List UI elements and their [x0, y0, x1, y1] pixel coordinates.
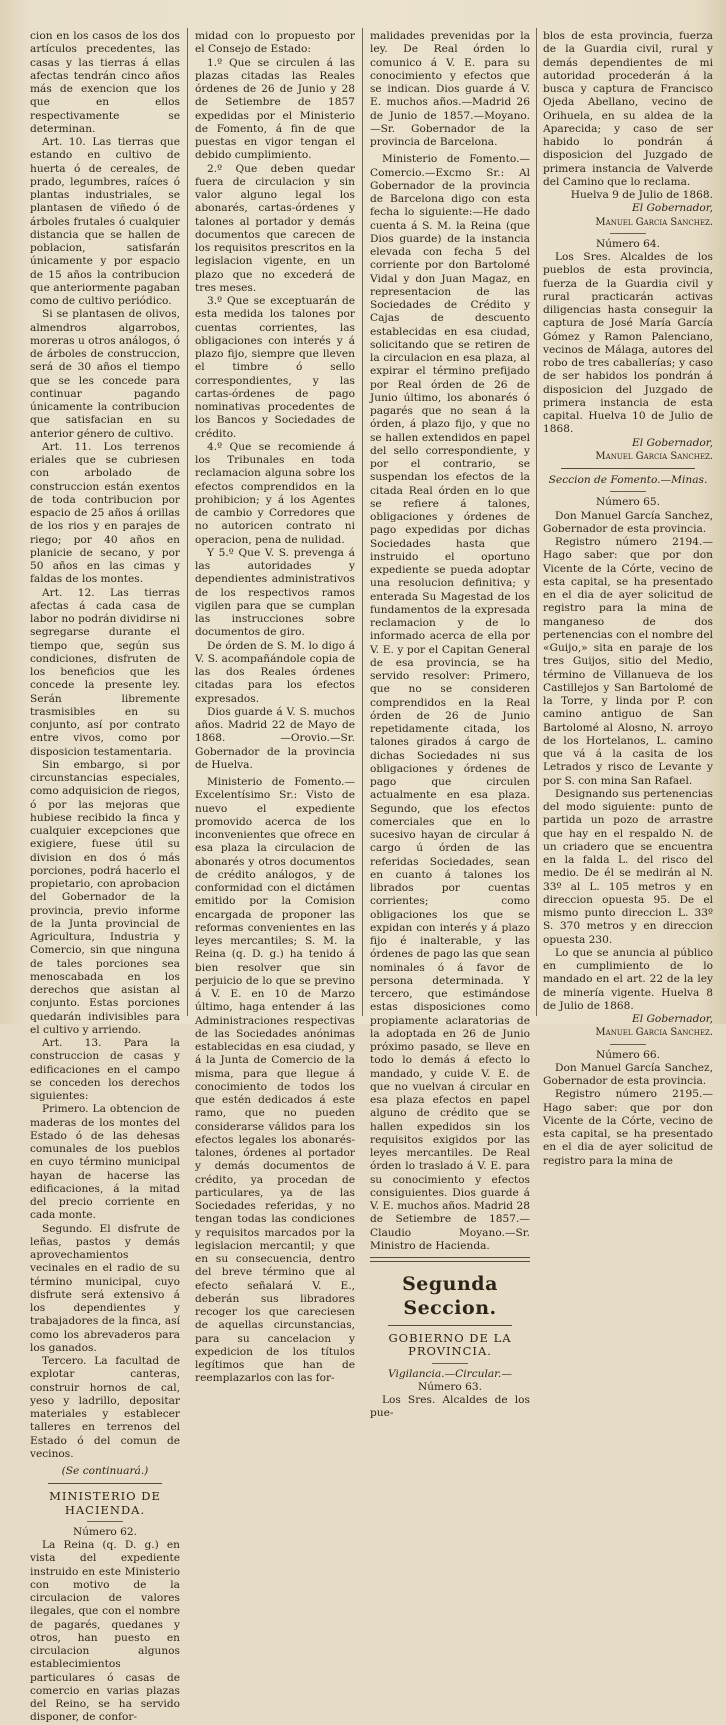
paragraph: Tercero. La facultad de explotar canteras, construir hornos de cal, yeso y ladrillo, depositar materiales y establecer talleres en terrenos del Estado ó del comun de vecinos.: [30, 1355, 180, 1460]
paragraph: 4.º Que se recomiende á los Tribunales en toda reclamacion alguna sobre los efectos comprendidos en la prohibicion; y á los Agentes de cambio y Corredores que no autoricen contrato ni operacion, pena de nulidad.: [195, 440, 355, 546]
notice-number: Número 66.: [595, 1048, 661, 1061]
paragraph: Segundo. El disfrute de leñas, pastos y demás aprovechamientos vecinales en el radio de su término municipal, cuyo disfrute será extensivo á los dependientes y trabajadores de la finca, así como los abrevaderos para los ganados.: [30, 1222, 180, 1354]
paragraph: Art. 10. Las tierras que estando en cultivo de huerta ó de cereales, de prado, legumbres, raíces ó plantas industriales, se plantasen de viñedo ó de árboles frutales ó cualquier distancia que se hallen de poblacion, satisfarán únicamente y por espacio de 15 años la contribucion que anteriormente pagaban como de cultivo periódico.: [30, 136, 180, 307]
divider: [561, 468, 695, 469]
paragraph: Ministerio de Fomento.—Comercio.—Excmo Sr.: Al Gobernador de la provincia de Barcelona digo con esta fecha lo siguiente:—He dado cuenta á S. M. la Reina (que Dios guarde) de la instancia elevada con fecha 5 del corriente por don Bartolomé Vidal y don Juan Magaz, en representacion de las Sociedades de Crédito y Cajas de descuento establecidas en esa ciudad, solicitando que se retiren de la circulacion en esa plaza, al expirar el término prefijado por Real órden de 26 de Junio último, los abonarés ó pagarés que no sean á la órden, á plazo fijo, y que no se hallen extendidos en papel del sello correspondiente, y por el contrario, se suspendan los efectos de la citada Real órden en lo que se refiere á talones, obligaciones y órdenes de pago expedidas por dichas Sociedades hasta que instruido el oportuno expediente se pueda adoptar una resolucion definitiva; y enterada Su Magestad de los fundamentos de la expresada reclamacion y de lo informado acerca de ella por V. E. y por el Capitan General de esa provincia, se ha servido resolver: Primero, que no se consideren comprendidos en la Real órden de 26 de Junio repetidamente citada, los talones girados á cargo de dichas Sociedades ni sus obligaciones y órdenes de pago que circulen actualmente en esa plaza. Segundo, que los efectos comerciales que en lo sucesivo hayan de circular á cargo ú órden de las referidas Sociedades, sean en cuanto á talones los librados por cuentas corrientes; como obligaciones los que se expidan con interés y á plazo fijo é inalterable, y las órdenes de pago las que sean nominales ó á favor de persona determinada. Y tercero, que estimándose estas disposiciones como propiamente aclaratorias de la adoptada en 26 de Junio próximo pasado, se lleve en todo lo demás á efecto lo mandado, y cuide V. E. de que no vuelvan á circular en esa plaza efectos en papel alguno de crédito que se hallen expedidos sin los requisitos exigidos por las leyes mercantiles. De Real órden lo traslado á V. E. para su conocimiento y efectos consiguientes. Dios guarde á V. E. muchos años. Madrid 28 de Setiembre de 1857.—Claudio Moyano.—Sr. Ministro de Hacienda.: [370, 153, 530, 1252]
paragraph: cion en los casos de los dos artículos precedentes, las casas y las tierras á ellas afectas tendrán cinco años más de exencion que los que en ellos respectivamente se determinan.: [30, 30, 180, 135]
ministry-heading: MINISTERIO DE HACIENDA.: [49, 1489, 161, 1517]
paragraph: Designando sus pertenencias del modo siguiente: punto de partida un pozo de arrastre que hay en el respaldo N. de un criadero que se encuentra en la falda L. del risco del medio. De él se medirán al N. 33º al L. 105 metros y en direccion opuesta 95. De el mismo punto direccion L. 33º S. 370 metros y en direccion opuesta 230.: [543, 787, 713, 946]
paragraph: malidades prevenidas por la ley. De Real órden lo comunico á V. E. para su conocimiento y efectos que se indican. Dios guarde á V. E. muchos años.—Madrid 26 de Junio de 1857.—Moyano.—Sr. Gobernador de la provincia de Barcelona.: [370, 30, 530, 148]
signature-title: El Gobernador,: [631, 202, 713, 215]
signature-name: Manuel Garcia Sanchez.: [595, 1027, 713, 1039]
paragraph: 1.º Que se circulen á las plazas citadas las Reales órdenes de 26 de Junio y 28 de Setiembre de 1857 expedidas por el Ministerio de Fomento, á fin de que puestas en vigor tengan el debido cumplimiento.: [195, 56, 355, 162]
notice-number: Número 64.: [595, 237, 661, 250]
paragraph: blos de esta provincia, fuerza de la Guardia civil, rural y demás dependientes de mi autoridad procederán á la busca y captura de Francisco Ojeda Abellano, vecino de Orihuela, en su aldea de la Aparecida; y caso de ser habido lo pondrán á disposicion del Juzgado de primera instancia de Valverde del Camino que lo reclama.: [543, 30, 713, 188]
paragraph: 2.º Que deben quedar fuera de circulacion y sin valor alguno legal los abonarés, cartas-órdenes y talones al portador y demás documentos que carecen de los requisitos prescritos en la legislacion vigente, en un plazo que no excederá de tres meses.: [195, 162, 355, 294]
paragraph: Registro número 2194.—Hago saber: que por don Vicente de la Córte, vecino de esta capital, se ha presentado en el dia de ayer solicitud de registro para la mina de manganeso de dos pertenencias con el nombre del «Guijo,» sita en paraje de los tres Guijos, sitio del Medio, término de Villanueva de los Castillejos y San Bartolomé de la Torre, y linda por P. con camino antiguo de San Bartolomé al Alosno, N. arroyo de los Hortelanos, L. camino que vá á la casita de los Letrados y risco de Levante y por S. con mina San Rafael.: [543, 536, 713, 787]
divider: [432, 1363, 468, 1364]
paragraph: midad con lo propuesto por el Consejo de Estado:: [195, 30, 355, 56]
column-1: [30, 30, 181, 1724]
paragraph: Dios guarde á V. S. muchos años. Madrid 22 de Mayo de 1868. —Orovio.—Sr. Gobernador de la provincia de Huelva.: [195, 705, 355, 771]
continuation-note: (Se continuará.): [61, 1465, 149, 1477]
paragraph: Y 5.º Que V. S. prevenga á las autoridades y dependientes administrativos de los respectivos ramos vigilen para que se cumplan las instrucciones sobre documentos de giro.: [195, 546, 355, 639]
notice-number: Número 62.: [72, 1525, 138, 1538]
signature-name: Manuel Garcia Sanchez.: [595, 450, 713, 462]
column-rule: [187, 28, 188, 1016]
government-heading: GOBIERNO DE LA PROVINCIA.: [388, 1331, 512, 1359]
paragraph: Don Manuel García Sanchez, Gobernador de esta provincia.: [543, 509, 713, 535]
column-4: [543, 30, 713, 1167]
divider: [388, 1325, 512, 1326]
divider: [87, 1521, 123, 1522]
subheading: Vigilancia.—Circular.—: [387, 1367, 513, 1380]
divider: [48, 1483, 162, 1484]
paragraph: Los Sres. Alcaldes de los pue-: [370, 1394, 530, 1420]
paragraph: Los Sres. Alcaldes de los pueblos de esta provincia, fuerza de la Guardia civil y rural practicarán activas diligencias hasta conseguir la captura de José María García Gómez y Ramon Palenciano, vecinos de Málaga, autores del robo de tres caballerías; y caso de ser habidos los pondrán á disposicion del Juzgado de primera instancia de esta capital. Huelva 10 de Julio de 1868.: [543, 251, 713, 436]
divider: [610, 233, 646, 234]
paragraph: Don Manuel García Sanchez, Gobernador de esta provincia.: [543, 1061, 713, 1087]
signature-title: El Gobernador,: [631, 1013, 713, 1025]
notice-number: Número 65.: [595, 496, 661, 509]
divider: [610, 491, 646, 492]
column-3: [370, 30, 530, 1420]
paragraph: Ministerio de Fomento.—Excelentísimo Sr.: Visto de nuevo el expediente promovido acerca de los inconvenientes que ofrece en esa plaza la circulacion de abonarés y otros documentos de crédito análogos, y de conformidad con el dictámen emitido por la Comision encargada de proponer las reformas convenientes en las leyes mercantiles; S. M. la Reina (q. D. g.) ha tenido á bien resolver que sin perjuicio de lo que se previno á V. E. en 10 de Marzo último, haga entender á las Administraciones respectivas de las Sociedades anónimas establecidas en esa ciudad, y á la Junta de Comercio de la misma, para que llegue á conocimiento de todos los que estén dedicados á este ramo, que no pueden considerarse válidos para los efectos legales los abonarés-talones, órdenes al portador y demás documentos de crédito, ya procedan de particulares, ya de las Sociedades referidas, y no tengan todas las condiciones y requisitos marcados por la legislacion mercantil; y que en su consecuencia, dentro del breve término que al efecto señalará V. E., deberán sus libradores recoger los que careciesen de aquellas circunstancias, para su cancelacion y expedicion de los títulos legítimos que han de reemplazarlos con las for-: [195, 776, 355, 1385]
paragraph: Art. 11. Los terrenos eriales que se cubriesen con arbolado de construccion están exentos de toda contribucion por espacio de 25 años á orillas de los rios y en parajes de riego; por 40 años en planicie de secano, y por 50 años en las cimas y faldas de los montes.: [30, 440, 180, 586]
section-heading: Segunda Seccion.: [402, 1273, 498, 1319]
signature-name: Manuel Garcia Sanchez.: [595, 216, 713, 228]
paragraph: De órden de S. M. lo digo á V. S. acompañándole copia de las dos Reales órdenes citadas para los efectos expresados.: [195, 639, 355, 705]
notice-number: Número 63.: [417, 1380, 483, 1393]
column-rule: [362, 28, 363, 1016]
paragraph: Registro número 2195.—Hago saber: que por don Vicente de la Córte, vecino de esta capital, se ha presentado en el dia de ayer solicitud de registro para la mina de: [543, 1088, 713, 1167]
paragraph: La Reina (q. D. g.) en vista del expediente instruido en este Ministerio con motivo de la circulacion de valores ilegales, que con el nombre de pagarés, quedanes y otros, han puesto en circulacion algunos establecimientos particulares ó casas de comercio en varias plazas del Reino, se ha servido disponer, de confor-: [30, 1539, 180, 1724]
paragraph: Lo que se anuncia al público en cumplimiento de lo mandado en el art. 22 de la ley de minería vigente. Huelva 8 de Julio de 1868.: [543, 946, 713, 1012]
paragraph: Si se plantasen de olivos, almendros algarrobos, moreras u otros análogos, ó de árboles de construccion, será de 30 años el tiempo que se les concede para continuar pagando únicamente la contribucion que satisfacian en su anterior género de cultivo.: [30, 308, 180, 440]
column-2: [195, 30, 355, 1385]
paragraph: Sin embargo, si por circunstancias especiales, como adquisicion de riegos, ó por las mejoras que hubiese recibido la finca y cualquier excepciones que exigiere, fuese útil su division en dos ó más porciones, podrá hacerlo el propietario, con aprobacion del Gobernador de la provincia, previo informe de la Junta provincial de Agricultura, Industria y Comercio, sin que ninguna de tales porciones sea menoscabada en los derechos que asistan al conjunto. Estas porciones quedarán indivisibles para el cultivo y arriendo.: [30, 758, 181, 1036]
paragraph: Art. 12. Las tierras afectas á cada casa de labor no podrán dividirse ni segregarse durante el tiempo que, según sus condiciones, disfruten de los beneficios que les concede la presente ley. Serán libremente trasmisibles en su conjunto, así por contrato entre vivos, como por disposicion testamentaria.: [30, 586, 180, 758]
paragraph: Art. 13. Para la construccion de casas y edificaciones en el campo se conceden los derechos siguientes:: [30, 1037, 180, 1102]
double-rule: [370, 1257, 530, 1262]
section-subheading: Seccion de Fomento.—Minas.: [548, 474, 708, 486]
paragraph: 3.º Que se exceptuarán de esta medida los talones por cuentas corrientes, las obligaciones con interés y á plazo fijo, siempre que lleven el timbre ó sello correspondientes, y las cartas-órdenes de pago nominativas procedentes de los Bancos y Sociedades de crédito.: [195, 295, 355, 440]
date-line: Huelva 9 de Julio de 1868.: [570, 189, 713, 201]
divider: [610, 1044, 646, 1045]
signature-title: El Gobernador,: [631, 436, 713, 449]
paragraph: Primero. La obtencion de maderas de los montes del Estado ó de las dehesas comunales de los pueblos en cuyo término municipal hayan de hacerse las edificaciones, á la mitad del precio corriente en cada monte.: [30, 1103, 180, 1222]
column-rule: [536, 28, 537, 1016]
